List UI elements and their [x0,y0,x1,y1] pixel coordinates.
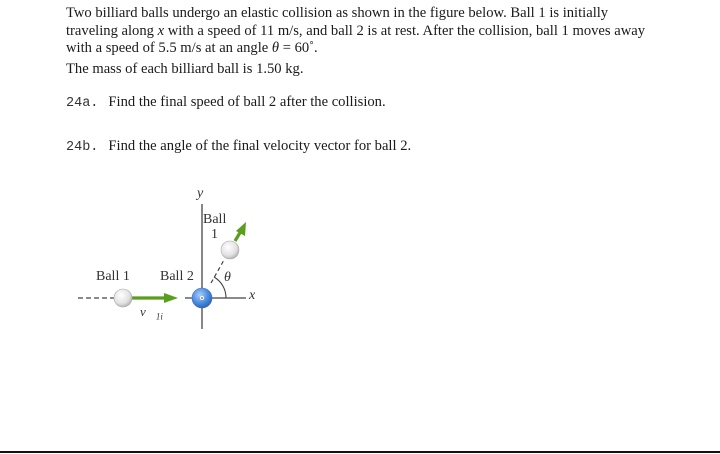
intro-text-2: with a speed of 11 m/s, and ball 2 is at rest. After the collision, ball 1 moves away with a speed of 5.5 m/s at an angle [66,22,646,56]
question-text: Find the final speed of ball 2 after the collision. [108,94,386,110]
theta-label: θ [224,270,231,285]
x-variable: x [157,22,165,39]
ball1-final-label-line1: Ball [203,212,227,227]
collision-figure [70,182,270,342]
theta-variable: θ [271,40,280,56]
ball1-final [221,241,239,259]
ball1-initial [114,289,132,307]
x-axis-label: x [249,288,256,303]
intro-text-1: Two billiard balls undergo an elastic collision as shown in the figure below. Ball 1 is initially traveling along [66,5,609,39]
velocity-subscript: 1i [155,311,163,322]
question-24a [66,94,386,111]
intro-text-3: = 60˚. [279,40,318,56]
velocity-arrowhead [164,293,178,303]
question-number: 24b. [66,140,99,155]
collision-diagram [70,182,270,342]
question-24b [66,138,411,155]
mass-statement: The mass of each billiard ball is 1.50 kg. [66,61,304,77]
problem-intro [66,5,656,58]
question-number: 24a. [66,96,99,111]
velocity-label [140,304,163,322]
velocity-symbol: v⃗ [140,304,156,319]
bottom-divider [0,451,720,453]
ball2-label: Ball 2 [160,269,194,284]
y-axis-label: y [197,186,204,201]
ball1-label: Ball 1 [96,269,130,284]
question-text: Find the angle of the final velocity vector for ball 2. [108,138,412,154]
ball1-final-label-line2: 1 [211,227,218,242]
